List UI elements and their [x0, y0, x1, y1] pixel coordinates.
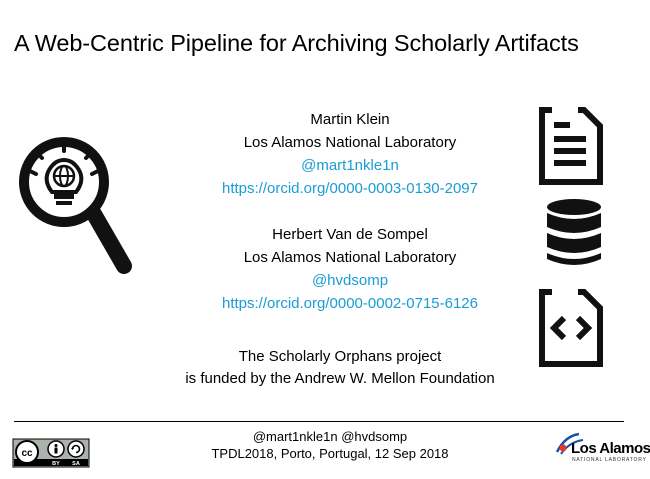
- magnifier-bulb-icon: [14, 134, 134, 279]
- creative-commons-icon[interactable]: [13, 439, 89, 467]
- author-affiliation: Los Alamos National Laboratory: [243, 134, 457, 151]
- logo-name: Los Alamos: [571, 440, 650, 457]
- footer-text: [160, 428, 500, 462]
- document-icon: [538, 106, 604, 186]
- author-spacer: [160, 200, 540, 223]
- author-twitter-link[interactable]: @hvdsomp: [311, 272, 389, 289]
- cc-label: cc: [21, 448, 33, 459]
- slide-title: A Web-Centric Pipeline for Archiving Scholarly Artifacts: [14, 30, 579, 56]
- author-twitter-link[interactable]: @mart1nkle1n: [301, 157, 399, 174]
- footer-handles: @mart1nkle1n @hvdsomp: [252, 429, 408, 444]
- author-affiliation: Los Alamos National Laboratory: [243, 249, 457, 266]
- author-orcid-link[interactable]: https://orcid.org/0000-0003-0130-2097: [221, 180, 478, 197]
- funding-note: [130, 346, 550, 390]
- author-name: Herbert Van de Sompel: [272, 226, 428, 243]
- logo-subtitle: NATIONAL LABORATORY: [572, 457, 647, 463]
- authors-block: [160, 108, 540, 315]
- footer-event: TPDL2018, Porto, Portugal, 12 Sep 2018: [211, 446, 449, 461]
- footer-divider: [14, 421, 624, 422]
- funding-line: The Scholarly Orphans project: [238, 348, 442, 365]
- funding-line: is funded by the Andrew W. Mellon Foundation: [185, 370, 495, 387]
- author-name: Martin Klein: [310, 111, 390, 128]
- author-orcid-link[interactable]: https://orcid.org/0000-0002-0715-6126: [221, 295, 478, 312]
- cc-sa-label: SA: [72, 461, 80, 467]
- database-icon: [543, 197, 605, 269]
- cc-by-label: BY: [52, 461, 60, 467]
